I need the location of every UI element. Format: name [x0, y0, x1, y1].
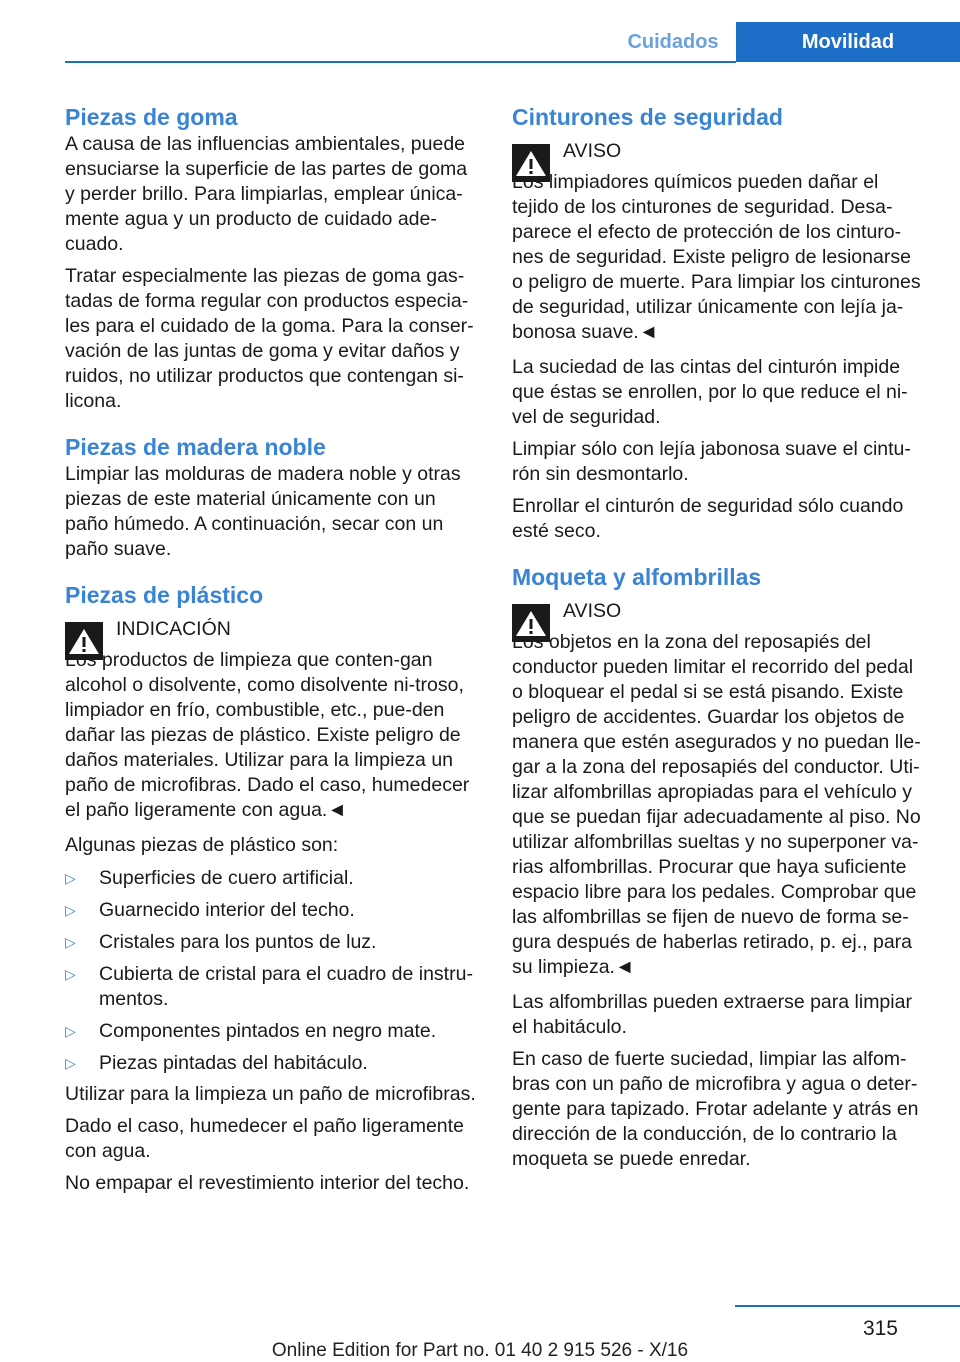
paragraph: A causa de las influencias ambientales, puede ensuciarse la superficie de las partes de goma y perder brillo. Para limpiarlas, emplear única-mente agua y un producto de cuidado ade-cuado.	[65, 133, 468, 255]
section-madera-noble	[65, 432, 480, 562]
triangle-bullet-icon: ▷	[65, 1055, 76, 1071]
footer-rule	[735, 1305, 960, 1307]
plastic-parts-list	[65, 865, 480, 1076]
paragraph: Dado el caso, humedecer el paño ligeramente con agua.	[65, 1115, 464, 1162]
paragraph: Enrollar el cinturón de seguridad sólo cuando esté seco.	[512, 495, 904, 542]
list-item: ▷ Guarnecido interior del techo.	[65, 899, 355, 921]
section-cinturones	[512, 102, 927, 544]
section-title: Moqueta y alfombrillas	[512, 564, 762, 590]
left-column	[65, 102, 480, 1214]
warning-text: Los objetos en la zona del reposapiés del conductor pueden limitar el recorrido del pedal o bloquear el pedal si se está pisando. Existe peligro de accidentes. Guardar los objetos de manera que estén asegurados y no puedan lle-gar a la zona del reposapiés del conductor. Uti-lizar alfombrillas apropiadas para el vehículo y que se puedan fijar adecuadamente al piso. No utilizar alfombrillas sueltas y no superponer va-rias alfombrillas. Procurar que haya suficiente espacio libre para los pedales. Comprobar que las alfombrillas se fijen de nuevo de forma se-gura después de haberlas retirado, p. ej., para su limpieza.◄	[512, 631, 921, 978]
triangle-bullet-icon: ▷	[65, 1023, 76, 1039]
warning-title: AVISO	[563, 140, 622, 162]
header-rule	[65, 61, 736, 63]
triangle-bullet-icon: ▷	[65, 902, 76, 918]
list-item: ▷ Piezas pintadas del habitáculo.	[65, 1052, 368, 1074]
header-tabs	[610, 22, 960, 62]
paragraph: Algunas piezas de plástico son:	[65, 834, 339, 856]
warning-text: Los limpiadores químicos pueden dañar el tejido de los cinturones de seguridad. Desa-parece el efecto de protección de los cinturo-nes de seguridad. Existe peligro de lesionarse o peligro de muerte. Para limpiar los cinturones de seguridad, utilizar únicamente con lejía ja-bonosa suave.◄	[512, 171, 921, 343]
list-item: ▷ Superficies de cuero artificial.	[65, 867, 354, 889]
right-column	[512, 102, 927, 1190]
section-plastico	[65, 580, 480, 1196]
paragraph: Tratar especialmente las piezas de goma gas-tadas de forma regular con productos especia-les para el cuidado de la goma. Para la conser-vación de las juntas de goma y evitar daños y ruidos, no utilizar productos que contengan si-licona.	[65, 265, 474, 412]
paragraph: Limpiar sólo con lejía jabonosa suave el cintu-rón sin desmontarlo.	[512, 438, 911, 485]
warning-title: INDICACIÓN	[116, 618, 231, 640]
list-item: ▷ Componentes pintados en negro mate.	[65, 1020, 437, 1042]
tab-movilidad[interactable]: Movilidad	[736, 22, 960, 62]
section-title: Piezas de goma	[65, 104, 238, 130]
section-title: Piezas de plástico	[65, 582, 264, 608]
list-item: ▷ Cubierta de cristal para el cuadro de instru-mentos.	[65, 963, 473, 1010]
paragraph: Limpiar las molduras de madera noble y otras piezas de este material únicamente con un paño húmedo. A continuación, secar con un paño suave.	[65, 463, 461, 560]
warning-title: AVISO	[563, 600, 622, 622]
paragraph: Las alfombrillas pueden extraerse para limpiar el habitáculo.	[512, 991, 912, 1038]
section-moqueta	[512, 562, 927, 1172]
paragraph: Utilizar para la limpieza un paño de microfibras.	[65, 1083, 476, 1105]
paragraph: La suciedad de las cintas del cinturón impide que éstas se enrollen, por lo que reduce el ni-vel de seguridad.	[512, 356, 908, 428]
warning-box	[65, 616, 480, 823]
section-title: Piezas de madera noble	[65, 434, 326, 460]
triangle-bullet-icon: ▷	[65, 870, 76, 886]
paragraph: No empapar el revestimiento interior del techo.	[65, 1172, 470, 1194]
page-number: 315	[862, 1317, 898, 1340]
tab-cuidados[interactable]: Cuidados	[627, 30, 719, 53]
edition-note: Online Edition for Part no. 01 40 2 915 526 - X/16	[271, 1340, 689, 1361]
section-title: Cinturones de seguridad	[512, 104, 783, 130]
paragraph: En caso de fuerte suciedad, limpiar las alfom-bras con un paño de microfibra y agua o deter-gente para tapizado. Frotar adelante y atrás en dirección de la conducción, de lo contrario la moqueta se puede enredar.	[512, 1048, 919, 1170]
warning-box	[512, 138, 927, 345]
triangle-bullet-icon: ▷	[65, 934, 76, 950]
triangle-bullet-icon: ▷	[65, 966, 76, 982]
section-piezas-de-goma	[65, 102, 480, 414]
warning-text: Los productos de limpieza que conten-gan alcohol o disolvente, como disolvente ni-troso, limpiador en frío, combustible, etc., pue-den dañar las piezas de plástico. Existe peligro de daños materiales. Utilizar para la limpieza un paño de microfibras. Dado el caso, humedecer el paño ligeramente con agua.◄	[65, 649, 470, 821]
list-item: ▷ Cristales para los puntos de luz.	[65, 931, 377, 953]
warning-box	[512, 598, 927, 980]
